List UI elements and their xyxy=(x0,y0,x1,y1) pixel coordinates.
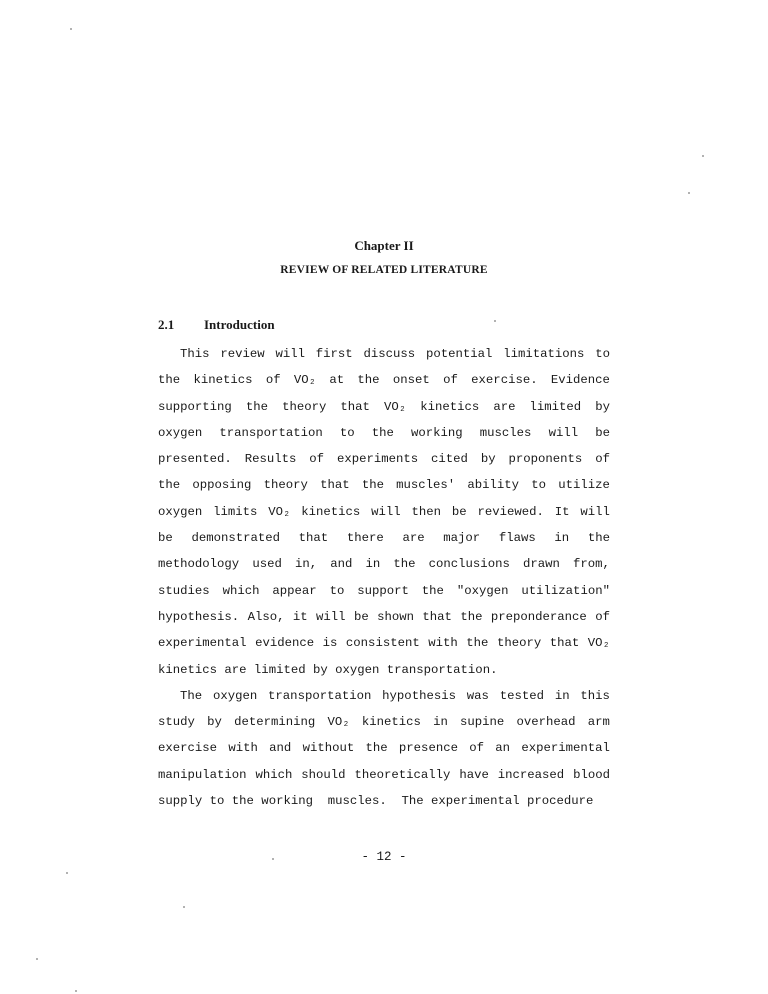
word: kinetics xyxy=(420,399,480,414)
word: presented. xyxy=(158,452,232,467)
word: flaws xyxy=(498,531,536,546)
word: theory xyxy=(282,399,327,414)
word: theory xyxy=(496,636,542,651)
word: oxygen xyxy=(158,504,203,519)
chapter-label: Chapter II xyxy=(354,238,414,253)
word: onset xyxy=(392,373,430,388)
word: conclusions xyxy=(428,557,510,572)
word: VO₂ xyxy=(384,399,407,414)
word: studies xyxy=(158,583,210,598)
word: will xyxy=(371,504,401,519)
text-line xyxy=(158,397,610,423)
word: the xyxy=(245,399,268,414)
text-line xyxy=(158,528,610,554)
body-text xyxy=(158,344,610,817)
word: in, xyxy=(294,557,318,572)
word: the xyxy=(158,478,181,493)
text-line xyxy=(158,765,610,791)
word: the xyxy=(587,531,610,546)
word: discuss xyxy=(363,347,416,361)
word: "oxygen xyxy=(456,583,509,598)
word: overhead xyxy=(516,715,576,730)
text-line xyxy=(158,475,610,501)
word: appear xyxy=(272,583,317,598)
word: supporting xyxy=(158,399,232,414)
word: will xyxy=(275,347,305,361)
word: the xyxy=(357,373,380,388)
word: consistent xyxy=(345,636,420,651)
word: by xyxy=(595,399,610,414)
word: be xyxy=(451,504,467,519)
word: demonstrated xyxy=(191,531,280,546)
word: are xyxy=(493,399,516,414)
word: exercise. xyxy=(471,373,538,388)
word: support xyxy=(357,583,409,598)
word: VO₂ xyxy=(587,636,610,651)
section-title: Introduction xyxy=(204,317,275,332)
word: working xyxy=(411,425,463,440)
word: hypothesis xyxy=(382,688,456,703)
word: limited xyxy=(529,399,582,414)
word: with xyxy=(228,741,258,756)
word: It xyxy=(554,504,570,519)
word: of xyxy=(265,373,281,388)
word: by xyxy=(480,452,496,467)
word: in xyxy=(554,688,570,703)
word: major xyxy=(443,531,481,546)
scan-speck xyxy=(183,906,185,908)
word: evidence xyxy=(255,636,315,651)
word: increased xyxy=(497,767,565,782)
word: without xyxy=(302,741,355,756)
word: to xyxy=(595,347,610,361)
word: oxygen xyxy=(158,425,203,440)
word: that xyxy=(340,399,370,414)
word: determining xyxy=(234,715,316,730)
word: manipulation xyxy=(158,767,247,782)
word: limitations xyxy=(503,347,585,361)
word: the xyxy=(365,741,388,756)
word: in xyxy=(554,531,570,546)
word: experimental xyxy=(158,636,247,651)
word: to xyxy=(339,425,355,440)
word: proponents xyxy=(508,452,583,467)
word: of xyxy=(595,609,610,624)
word: at xyxy=(329,373,345,388)
word: to xyxy=(531,478,547,493)
word: exercise xyxy=(158,741,218,756)
word: Results xyxy=(244,452,297,467)
text-line xyxy=(158,370,610,396)
scan-speck xyxy=(75,990,77,992)
word: Evidence xyxy=(550,373,610,388)
word: that xyxy=(422,609,452,624)
text-line xyxy=(158,712,610,738)
word: ability xyxy=(467,478,520,493)
text-line xyxy=(158,738,610,764)
word: experiments xyxy=(336,452,419,467)
word: of xyxy=(309,452,325,467)
word: with xyxy=(428,636,458,651)
word: will xyxy=(316,609,346,624)
word: potential xyxy=(425,347,493,361)
text-line xyxy=(158,607,610,633)
scan-speck xyxy=(272,858,274,860)
word: opposing xyxy=(192,478,252,493)
word: the xyxy=(460,609,483,624)
chapter-title: REVIEW OF RELATED LITERATURE xyxy=(280,264,488,276)
word: shown xyxy=(377,609,415,624)
word: kinetics xyxy=(193,373,253,388)
word: VO₂ xyxy=(268,504,291,519)
word: it xyxy=(292,609,308,624)
word: This xyxy=(180,347,210,361)
text-line xyxy=(158,344,610,370)
word: study xyxy=(158,715,195,730)
word: utilize xyxy=(558,478,610,493)
word: theoretically xyxy=(354,767,451,782)
word: from, xyxy=(573,557,610,572)
word: to xyxy=(329,583,345,598)
word: be xyxy=(158,531,173,546)
word: the xyxy=(466,636,489,651)
word: experimental xyxy=(521,741,610,756)
text-line xyxy=(158,423,610,449)
word: used xyxy=(252,557,282,572)
word: is xyxy=(322,636,338,651)
word: have xyxy=(459,767,489,782)
word: limits xyxy=(213,504,258,519)
word: that xyxy=(298,531,329,546)
word: reviewed. xyxy=(477,504,544,519)
line-text: kinetics are limited by oxygen transportation. xyxy=(158,662,498,677)
word: this xyxy=(580,688,610,703)
word: arm xyxy=(587,715,610,730)
word: the xyxy=(421,583,444,598)
scan-speck xyxy=(688,192,690,194)
text-line xyxy=(158,660,610,686)
word: The xyxy=(180,688,203,703)
line-text: supply to the working muscles. The experimental procedure xyxy=(158,794,594,809)
word: that xyxy=(320,478,350,493)
page-number: - 12 - xyxy=(361,850,407,864)
word: cited xyxy=(431,452,468,467)
word: muscles xyxy=(479,425,532,440)
word: kinetics xyxy=(361,715,421,730)
scan-speck xyxy=(494,320,496,322)
text-line xyxy=(158,449,610,475)
word: will xyxy=(580,504,610,519)
word: an xyxy=(495,741,511,756)
word: tested xyxy=(499,688,545,703)
text-line xyxy=(158,791,610,817)
word: which xyxy=(255,767,293,782)
word: of xyxy=(595,452,610,467)
section-number: 2.1 xyxy=(158,317,175,332)
scan-speck xyxy=(702,155,704,157)
word: then xyxy=(411,504,442,519)
word: oxygen xyxy=(212,688,258,703)
word: should xyxy=(301,767,346,782)
word: Also, xyxy=(247,609,285,624)
section-heading xyxy=(158,317,275,333)
word: that xyxy=(549,636,580,651)
word: are xyxy=(402,531,425,546)
word: preponderance xyxy=(490,609,587,624)
scan-speck xyxy=(70,28,72,30)
word: transportation xyxy=(219,425,323,440)
word: first xyxy=(315,347,353,361)
word: VO₂ xyxy=(293,373,317,388)
text-line xyxy=(158,502,610,528)
word: of xyxy=(469,741,485,756)
word: methodology xyxy=(158,557,240,572)
word: of xyxy=(443,373,458,388)
word: will xyxy=(548,425,579,440)
word: blood xyxy=(573,767,610,782)
word: hypothesis. xyxy=(158,609,240,624)
word: drawn xyxy=(522,557,560,572)
word: the xyxy=(158,373,181,388)
word: kinetics xyxy=(301,504,361,519)
word: there xyxy=(346,531,384,546)
word: in xyxy=(365,557,381,572)
text-line xyxy=(158,581,610,607)
scan-speck xyxy=(36,958,38,960)
word: the xyxy=(361,478,384,493)
word: which xyxy=(222,583,260,598)
word: supine xyxy=(460,715,505,730)
word: VO₂ xyxy=(327,715,350,730)
word: the xyxy=(371,425,394,440)
word: transportation xyxy=(268,688,372,703)
word: the xyxy=(393,557,416,572)
word: be xyxy=(595,425,610,440)
word: be xyxy=(353,609,369,624)
word: muscles' xyxy=(396,478,456,493)
word: and xyxy=(330,557,353,572)
text-line xyxy=(158,686,610,712)
word: review xyxy=(220,347,265,361)
word: by xyxy=(207,715,222,730)
word: was xyxy=(466,688,489,703)
word: presence xyxy=(398,741,458,756)
word: and xyxy=(269,741,292,756)
scan-speck xyxy=(66,872,68,874)
word: utilization" xyxy=(521,583,610,598)
text-line xyxy=(158,633,610,659)
word: theory xyxy=(263,478,308,493)
text-line xyxy=(158,554,610,580)
word: in xyxy=(433,715,448,730)
